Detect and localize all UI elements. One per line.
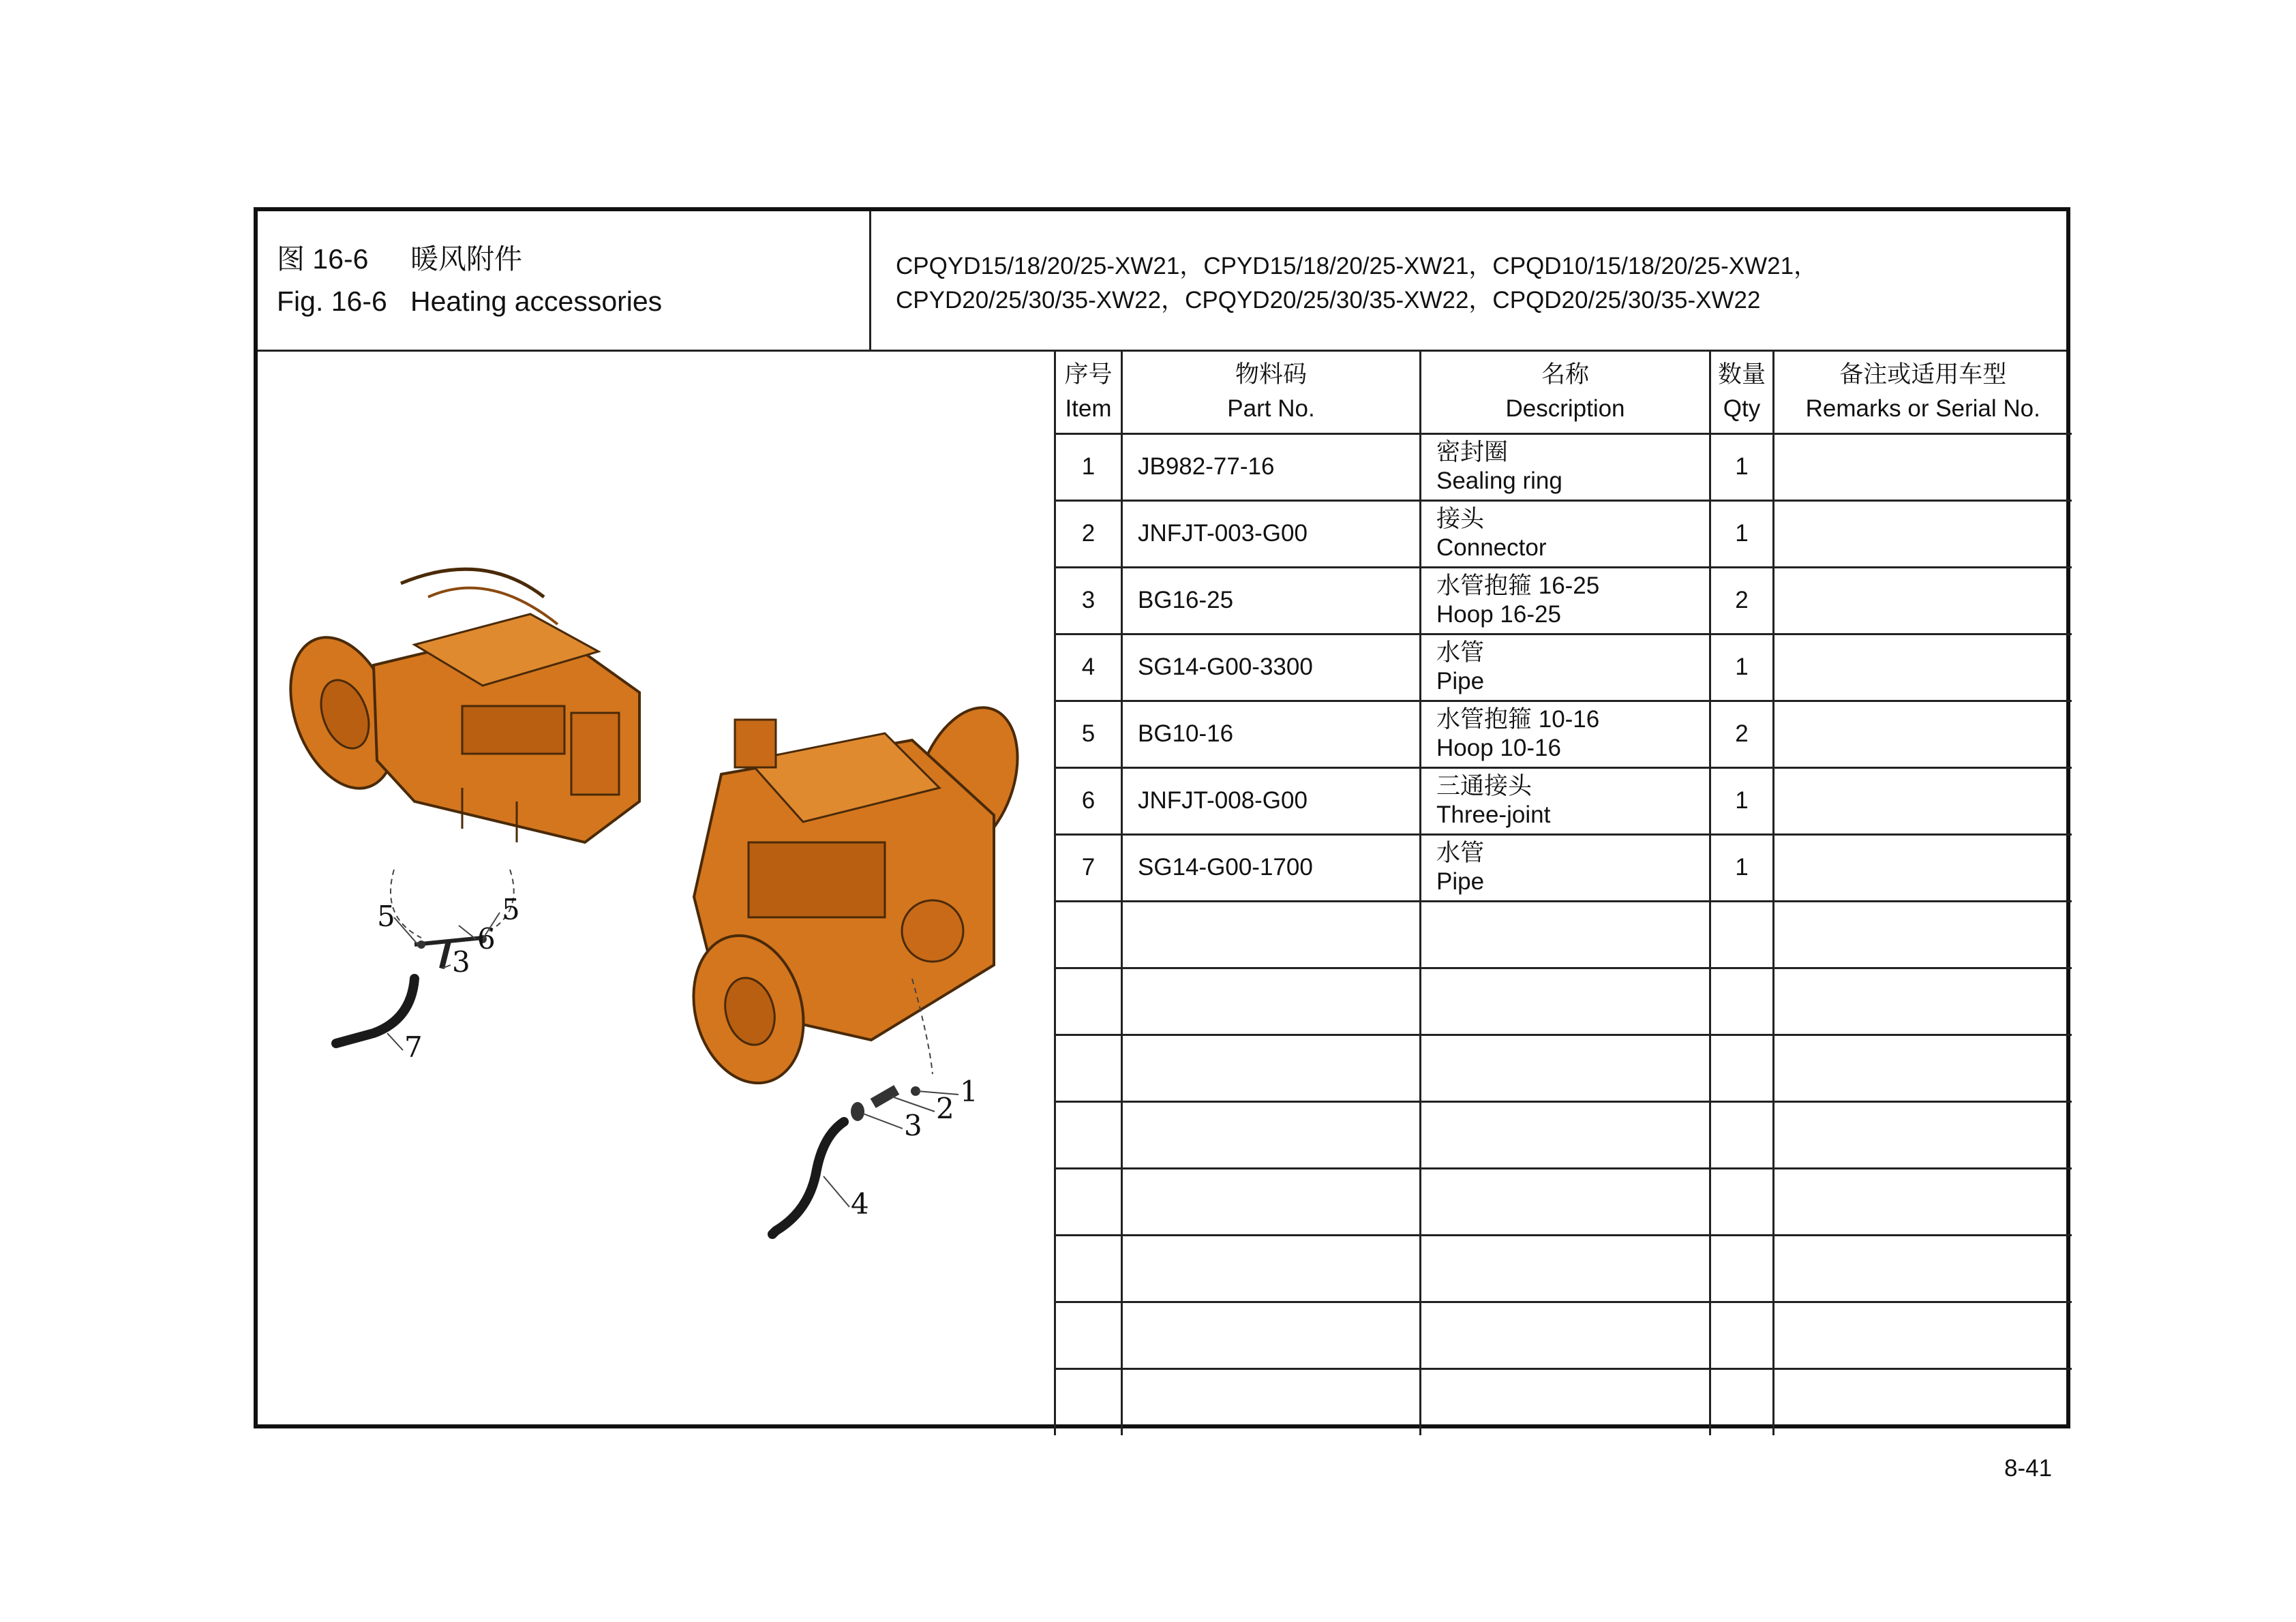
table-row [1055,767,2072,834]
cell-qty: 2 [1710,701,1774,767]
page-number: 8-41 [2004,1455,2053,1482]
callout-6: 6 [477,922,496,955]
empty-row [1055,968,2072,1035]
col-header-description: 名称 Description [1421,352,1710,433]
cell-remarks [1774,701,2072,767]
table-row [1055,567,2072,634]
col-header-qty: 数量 Qty [1710,352,1774,433]
cell-remarks [1774,834,2072,901]
empty-row [1055,1368,2072,1435]
figure-number-cn: 图 16-6 [277,243,369,275]
figure-name-en: Heating accessories [410,286,663,317]
cell-remarks [1774,567,2072,634]
parts-table-header [1055,352,2072,433]
cell-item: 7 [1055,834,1122,901]
cell-qty: 1 [1710,834,1774,901]
table-row [1055,834,2072,901]
cell-description: 接头 Connector [1421,500,1710,567]
exploded-view-figure [258,352,1054,1428]
cell-description: 水管 Pipe [1421,634,1710,701]
engine-illustration [258,352,1054,1428]
callout-5-right: 5 [502,893,520,926]
cell-qty: 1 [1710,433,1774,500]
callout-3-left: 3 [452,945,470,979]
cell-description: 密封圈 Sealing ring [1421,433,1710,500]
cell-description: 水管 Pipe [1421,834,1710,901]
empty-row [1055,1302,2072,1368]
figure-title-cell [258,211,871,350]
models-line-1: CPQYD15/18/20/25-XW21，CPYD15/18/20/25-XW21，CPQD10/15/18/20/25-XW21， [896,253,1818,279]
table-row [1055,433,2072,500]
cell-part-no: JNFJT-008-G00 [1122,767,1421,834]
cell-qty: 1 [1710,634,1774,701]
cell-item: 1 [1055,433,1122,500]
callout-3-right: 3 [904,1109,922,1142]
callout-2: 2 [936,1092,954,1125]
cell-part-no: SG14-G00-3300 [1122,634,1421,701]
cell-part-no: JB982-77-16 [1122,433,1421,500]
cell-item: 6 [1055,767,1122,834]
cell-qty: 1 [1710,767,1774,834]
cell-description: 水管抱箍 10-16 Hoop 10-16 [1421,701,1710,767]
callout-1: 1 [960,1075,978,1108]
callout-7: 7 [404,1030,423,1064]
cell-remarks [1774,500,2072,567]
empty-row [1055,1235,2072,1302]
cell-part-no: JNFJT-003-G00 [1122,500,1421,567]
figure-title-en [277,285,662,318]
figure-title-cn [277,243,522,275]
cell-item: 5 [1055,701,1122,767]
cell-description: 水管抱箍 16-25 Hoop 16-25 [1421,567,1710,634]
drawing-frame [254,207,2070,1428]
right-engine-icon [678,693,1036,1095]
col-header-remarks: 备注或适用车型 Remarks or Serial No. [1774,352,2072,433]
cell-qty: 1 [1710,500,1774,567]
applicable-models [896,249,1817,318]
cell-remarks [1774,433,2072,500]
cell-qty: 2 [1710,567,1774,634]
cell-item: 2 [1055,500,1122,567]
empty-row [1055,1101,2072,1168]
empty-row [1055,901,2072,968]
cell-part-no: SG14-G00-1700 [1122,834,1421,901]
table-row [1055,500,2072,567]
callout-4: 4 [851,1187,869,1221]
empty-row [1055,1168,2072,1235]
models-line-2: CPYD20/25/30/35-XW22，CPQYD20/25/30/35-XW22，CPQD20/25/30/35-XW22 [896,287,1761,313]
cell-part-no: BG16-25 [1122,567,1421,634]
left-engine-icon [271,569,639,842]
callout-5-left: 5 [377,900,395,933]
table-row [1055,701,2072,767]
cell-item: 3 [1055,567,1122,634]
figure-number-en: Fig. 16-6 [277,286,387,317]
empty-row [1055,1035,2072,1101]
title-block [258,211,2066,352]
right-hoses [772,1085,920,1234]
parts-table [1054,352,2072,1435]
cell-part-no: BG10-16 [1122,701,1421,767]
cell-remarks [1774,634,2072,701]
col-header-item: 序号 Item [1055,352,1122,433]
figure-name-cn: 暖风附件 [410,243,522,275]
col-header-part-no: 物料码 Part No. [1122,352,1421,433]
cell-item: 4 [1055,634,1122,701]
cell-description: 三通接头 Three-joint [1421,767,1710,834]
table-row [1055,634,2072,701]
cell-remarks [1774,767,2072,834]
